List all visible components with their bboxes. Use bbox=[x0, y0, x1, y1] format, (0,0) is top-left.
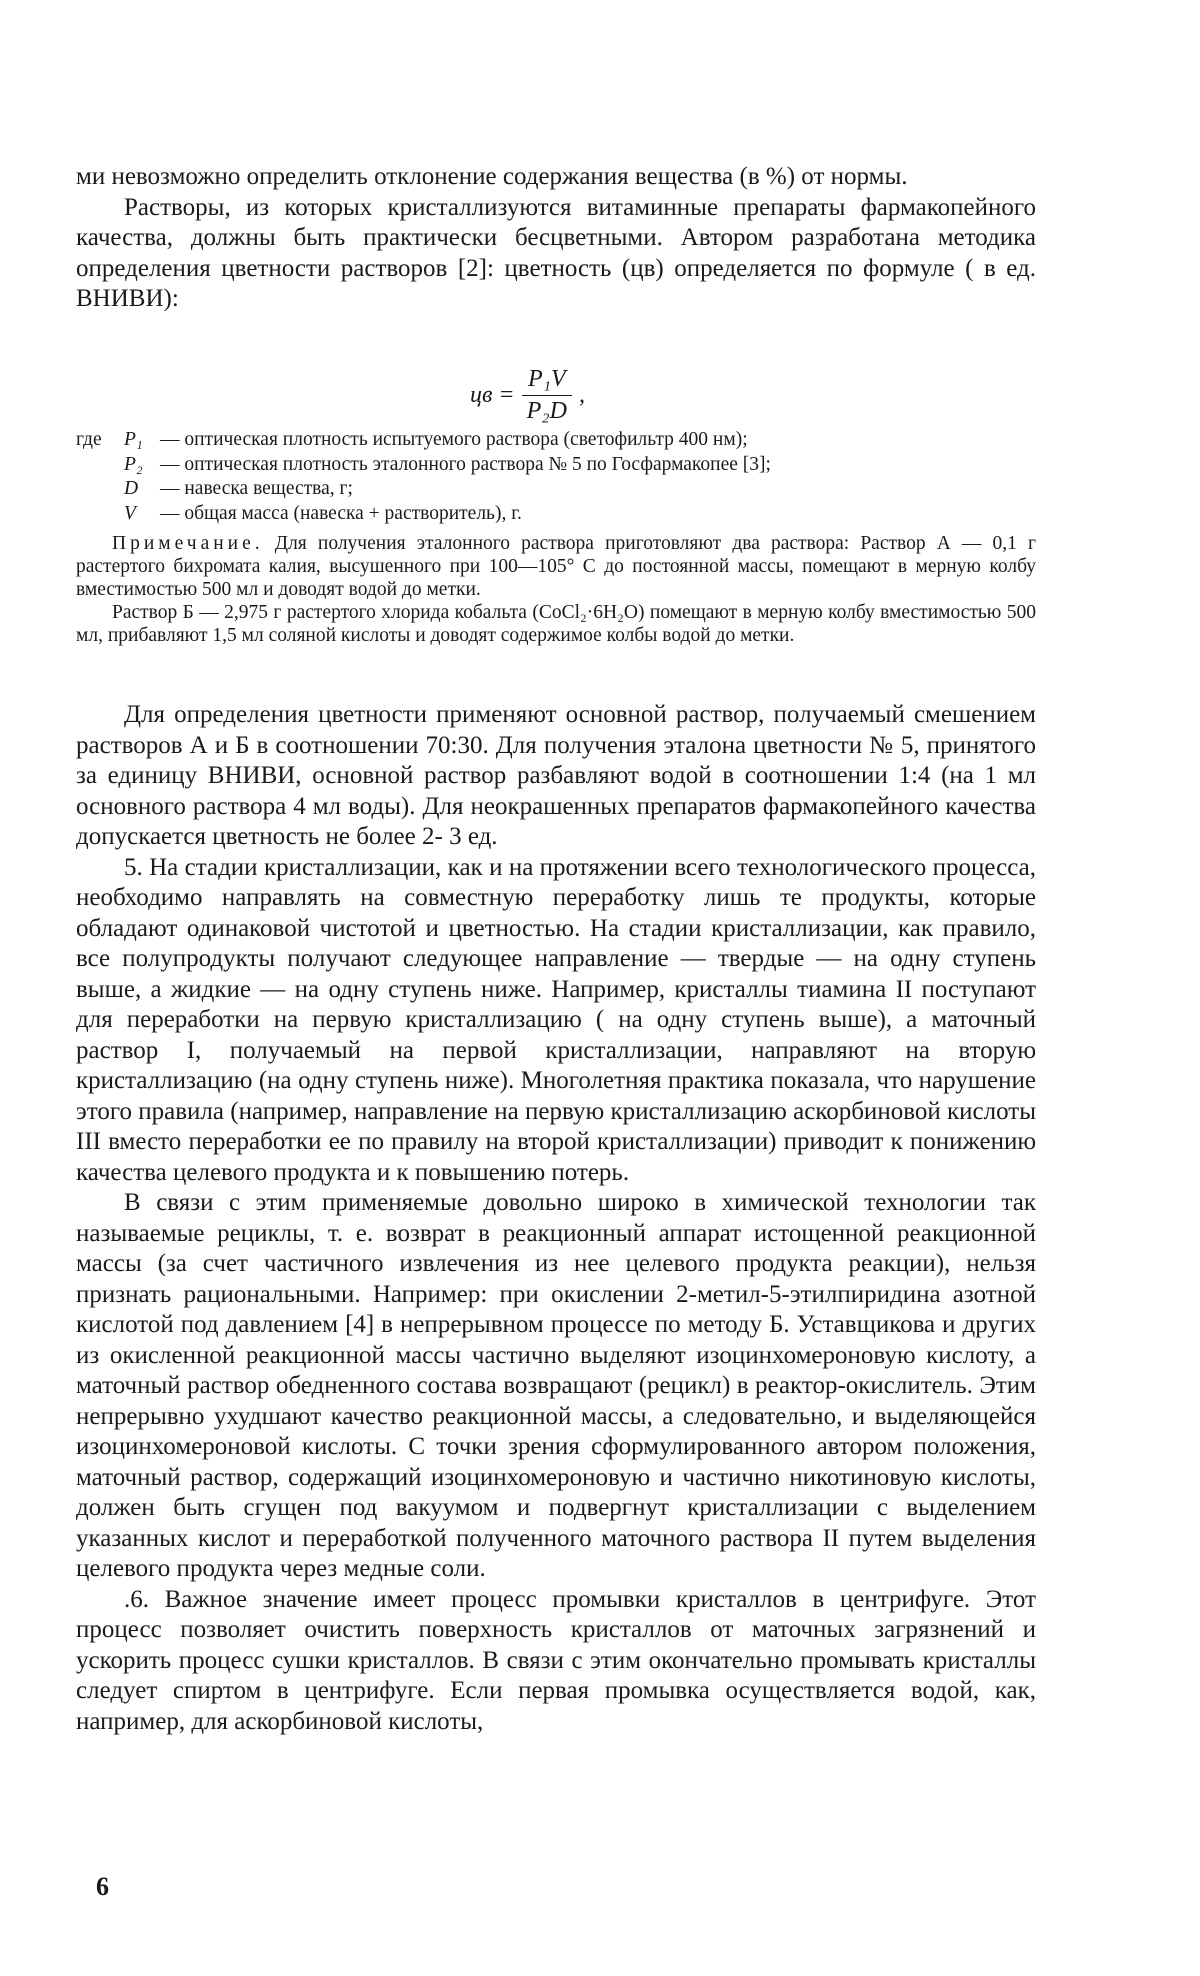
definition-symbol: P₂ bbox=[124, 453, 143, 475]
definition-lead bbox=[76, 453, 124, 478]
formula-definitions bbox=[76, 428, 1036, 526]
definition-text: — общая масса (навеска + растворитель), г. bbox=[160, 502, 522, 524]
formula-denominator: P₂D bbox=[526, 398, 567, 424]
paragraph-standard-solution: Для определения цветности применяют основной раствор, получаемый смешением растворов А и Б в соотношении 70:30. Для получения эталона цветности № 5, принятого за единицу ВНИВИ, основной раствор разбавляют водой в соотношении 1:4 (на 1 мл основного раствора 4 мл воды). Для неокрашенных препаратов фармакопейного качества допускается цветность не более 2- 3 ед. bbox=[76, 701, 1036, 850]
paragraph-color-method: Растворы, из которых кристаллизуются витаминные препараты фармакопейного качества, должны быть практически бесцветными. Автором разработана методика определения цветности растворов [2]: цветность (цв) определяется по формуле ( в ед. ВНИВИ): bbox=[76, 193, 1036, 312]
definition-row bbox=[76, 428, 1036, 453]
definition-text: — оптическая плотность эталонного раствора № 5 по Госфармакопее [3]; bbox=[160, 453, 771, 475]
definition-row bbox=[76, 453, 1036, 478]
page-number: 6 bbox=[96, 1872, 109, 1901]
definition-symbol: P₁ bbox=[124, 429, 143, 450]
paragraph-crystallization: 5. На стадии кристаллизации, как и на протяжении всего технологического процесса, необходимо направлять на совместную переработку лишь те продукты, которые обладают одинаковой чистотой и цветностью. На стадии кристаллизации, как правило, все полупродукты получают следующее направление — твердые — на одну ступень выше, а жидкие — на одну ступень ниже. Например, кристаллы тиамина II поступают для переработки на первую кристаллизацию ( на одну ступень выше), а маточный раствор I, получаемый на первой кристаллизации, направляют на вторую кристаллизацию (на одну ступень ниже). Многолетняя практика показала, что нарушение этого правила (например, направление на первую кристаллизацию аскорбиновой кислоты III вместо переработки ее по правилу на второй кристаллизации) приводит к понижению качества целевого продукта и к повышению потерь. bbox=[76, 853, 1036, 1186]
definition-row bbox=[76, 502, 1036, 527]
color-formula bbox=[470, 366, 585, 425]
formula-numerator: P₁V bbox=[522, 366, 572, 396]
note-block bbox=[76, 532, 1036, 647]
definition-symbol: D bbox=[124, 478, 139, 499]
definition-row bbox=[76, 477, 1036, 502]
formula-trailing: , bbox=[578, 382, 585, 408]
definition-lead bbox=[76, 477, 124, 502]
definition-lead: где bbox=[76, 429, 102, 450]
definition-text: — оптическая плотность испытуемого раствора (светофильтр 400 нм); bbox=[160, 429, 748, 450]
definition-lead bbox=[76, 502, 124, 527]
paragraph-recycles: В связи с этим применяемые довольно широко в химической технологии так называемые рециклы, т. е. возврат в реакционный аппарат истощенной реакционной массы (за счет частичного извлечения из нее целевого продукта реакции), нельзя признать рациональными. Например: при окислении 2-метил-5-этилпиридина азотной кислотой под давлением [4] в непрерывном процессе по методу Б. Уставщикова и других из окисленной реакционной массы частично выделяют изоцинхомероновую кислоту, а маточный раствор обедненного состава возвращают (рецикл) в реактор-окислитель. Этим непрерывно ухудшают качество реакционной массы, а следовательно, и выделяющейся изоцинхомероновой кислоты. С точки зрения сформулированного автором положения, маточный раствор, содержащий изоцинхомероновую и частично никотиновую кислоты, должен быть сгущен под вакуумом и подвергнут кристаллизации с выделением указанных кислот и переработкой полученного маточного раствора II путем выделения целевого продукта через медные соли. bbox=[76, 1189, 1036, 1582]
formula-fraction bbox=[521, 366, 573, 425]
paragraph-washing: .6. Важное значение имеет процесс промывки кристаллов в центрифуге. Этот процесс позволяет очистить поверхность кристаллов от маточных загрязнений и ускорить процесс сушки кристаллов. В связи с этим окончательно промывать кристаллы следует спиртом в центрифуге. Если первая промывка осуществляется водой, как, например, для аскорбиновой кислоты, bbox=[76, 1585, 1036, 1735]
note-text-a: Для получения эталонного раствора приготовляют два раствора: Раствор А — 0,1 г растертого бихромата калия, высушенного при 100—105° С до постоянной массы, помещают в мерную колбу вместимостью 500 мл и доводят водой до метки. bbox=[76, 533, 1036, 600]
note-paragraph-a bbox=[76, 532, 1036, 601]
definition-symbol: V bbox=[124, 502, 136, 524]
note-paragraph-b: Раствор Б — 2,975 г растертого хлорида кобальта (CoCl₂·6H₂O) помещают в мерную колбу вместимостью 500 мл, прибавляют 1,5 мл соляной кислоты и доводят содержимое колбы водой до метки. bbox=[76, 602, 1036, 646]
definition-text: — навеска вещества, г; bbox=[160, 478, 353, 499]
formula-lhs: цв = bbox=[470, 382, 515, 408]
paragraph-continuation: ми невозможно определить отклонение содержания вещества (в %) от нормы. bbox=[76, 163, 908, 190]
note-label: Примечание. bbox=[112, 533, 264, 554]
text-block-top bbox=[76, 162, 1036, 315]
text-block-main bbox=[76, 700, 1036, 1737]
